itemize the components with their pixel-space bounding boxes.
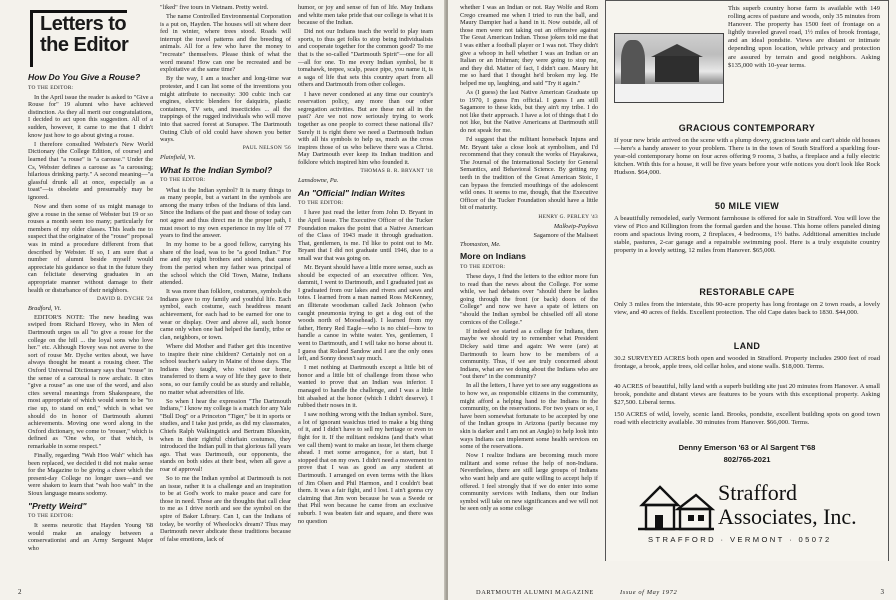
gracious-description (614, 137, 880, 177)
page-number-right: 3 (880, 588, 884, 596)
heading-indian-symbol: What Is the Indian Symbol? (160, 164, 273, 175)
place: Bradford, Vt. (28, 304, 62, 312)
paragraph: I have never condoned at any time our country's reservation policy, any more than our other segregation activities. But are these not all in the past? Are we not now seriously trying to work together as one people to correct these national ills? Surely it is right there we need a Dartmouth Indian with all his symbols to help us, much as the cross inspires those of us who believe there was a Christ. May Dartmouth ever keep its Indian tradition and folklore which inspired him who founded it. (298, 90, 433, 166)
photo-spacer (614, 5, 728, 103)
paragraph: In all the letters, I have yet to see any suggestions as to how we, as responsible citizens in the community, might afford a helping hand to the Indians in the community, on the reservations. For two years or so, I have been somewhat fortunate to be accepted by one of the Indian groups in Arizona (partly because my skin is darker and I am not an Anglo) to help look into ways Indians can implement some health services on some of the reservations. (460, 382, 598, 451)
signature: PAUL NELSON '56 (242, 145, 291, 152)
land-listing-1 (614, 355, 880, 371)
signature-title-2: Sagamore of the Maliseet (533, 231, 598, 239)
paragraph: By the way, I am a teacher and long-time war protester, and I can list some of the inventions you might attribute to necessity: 300 cubic inch car engines, electric blenders for daiquiris, plastic containers, TV sets, and insecticides ... all the trappings of the rugged individuals who will move into that sacred forest at Sunapee. The Dartmouth Outing Club of old could have shown you better ways. (160, 75, 291, 144)
paragraph: These days, I find the letters to the editor more fun to read than the news about the College. For some while, we had debates over "should there be ladies going through the front (or back) doors of the College" and now we have a spate of letters on "should the Indian symbol be chiselled off all stone cornices of the College." (460, 273, 598, 326)
paragraph: It seems neurotic that Hayden Young '68 would make an analogy between a conservationist and an Army Sergeant Major who (28, 522, 153, 553)
heading-restorable-cape: RESTORABLE CAPE (699, 287, 795, 297)
paragraph: I saw nothing wrong with the Indian symbol. Sure, a lot of ignorant wasichus tried to make a big thing of it, and I didn't have to sell my heritage or even to fight for it. If the militant redskins (and that's what we call them) want to make an issue, let them charge ahead. I met some arrogance, for a start, but I stopped that on my own. I didn't need a movement to prove that I was as good as any student at Dartmouth. I arranged on even terms with the likes of Jim Olsen and Phil Harmon, and I couldn't beat them. It was a fair fight, and I lost. I ain't gonna cry claiming that Jim won because he was a Swede or that Phil won because he came from an exclusive suburb. I was beaten fair and square, and there was no question (298, 411, 433, 525)
paragraph: whether I was an Indian or not. Ray Wolfe and Rom Crego creamed me when I tried to run the ball, and Maury Dampier had a hand in it. Now outside, all of those men were not taking out an offensive against The Great American Indian. Those jokers told me that I was either a football player or I was not. They didn't give a whoop in hell whether I was an Indian or an Italian or an Irishman; they were going to stop me, and they did. Matter of fact, I didn't care. Maury hit me so hard that I thought he'd broken my leg. He helped me up, laughing, and said "Try it again." (460, 4, 598, 87)
land-text-3: 150 ACRES of wild, lovely, scenic land. Brooks, pondsite, excellent building spots on good town road with electricity available. 30 minutes from Hanover. $66,000. Terms. (614, 411, 880, 427)
paragraph: I have just read the letter from John D. Bryant in the April issue. The Executive Officer of the Tucker Foundation makes the point that a Native American of the Class of 1943 made it through graduation. That, gentlemen, is me. I'd like to point out to Mr. Bryant that I did not graduate until 1946, due to a small war that was going on. (298, 209, 433, 262)
land-text-1: 30.2 SURVEYED ACRES both open and wooded in Strafford. Property includes 2900 feet of road frontage, a brook, apple trees, old cellar holes, and stone walls. $18,000. Terms. (614, 355, 880, 371)
paragraph: In the April issue the reader is asked to "Give a Rouse for" 19 alumni who have achieved distinction. As they all merit our congratulations, I decided to act upon this suggestion. All of a sudden, however, it came to me that I didn't know just how to go about giving a rouse. (28, 93, 153, 139)
real-estate-ad (605, 0, 889, 561)
left-page (0, 0, 446, 600)
paragraph: Mr. Bryant should have a little more sense, such as should be expected of an executive officer. Yes, dammit, I went to Dartmouth, and I graduated just as I graduated from our lakes and rivers and saws and totes. I learned from a man named Ross McKenney, an illiterate woodsman called Jack Johnson (who caught pneumonia trying to get a dog out of the woods north of Moosehead). I learned from my father, Henry Red Eagle—who is no chief—how to handle a canoe in white water. Yes, gentlemen, I went to Dartmouth, and I will take no horse about it. I guess that Roland Sandow and I are the only ones left, and Sonny doesn't say much. (298, 264, 433, 363)
paragraph: So to me the Indian symbol at Dartmouth is not an issue, rather it is a challenge and an inspiration to be at God's work to make peace and care for those in need. Those are the thoughts that call clear to me as I drive north and see the symbol on the spire of Baker Library. Can I, can the Indians of today, be worthy of Wheelock's dream? Thus may Dartmouth never abdicate these traditions because of false emotions, lack of (160, 475, 291, 543)
to-editor-label: TO THE EDITOR: (460, 264, 506, 270)
letters-logo (30, 10, 130, 68)
paragraph: Did not our Indians teach the world to play team sports, to thus get folks to stop being individualists and cooperate together for the common good? To me that is the so-called "Dartmouth Spirit"—one for all—all for one. To me every Indian symbol, be it tomahawk, teepee, scalp, peace pipe, you name it, is a saga of life that sets this country apart from all others and Dartmouth from other colleges. (298, 28, 433, 89)
logo-title (40, 14, 128, 56)
company-name-line-2: Associates, Inc. (718, 504, 857, 529)
left-column-3 (298, 4, 433, 584)
paragraph: It was more than folklore, costumes, symbols the Indians gave to my family and youthful life. Each symbol, each costume, each headdress meant achievement, for each had to be earned for one to wear or display. Over and above all, such honor came only when one had helped the family, tribe or clan, neighbors, or town. (160, 288, 291, 341)
logo-line-1: Letters to (40, 13, 127, 35)
paragraph: So when I hear the expression "The Dartmouth Indians," I know my college is a match for any Yale "Bull Dog" or a Princeton "Tiger," be it in sports or studies, and I take just pride, as did my classmates, Chiefs Ralph Walkingstick and Bertram Blueskin, when in their rightful chieftain costumes, they introduced the Indian pull in that glorious fall years ago. That was Dartmouth, our opponents, the stands on both sides at their best, when all gave a roar of approval! (160, 397, 291, 473)
paragraph: The name Controlled Environmental Corporation is a put on, Hayden. The houses will sit where deer fed in winter, where trees stood. Roads will interrupt the travel patterns and the breeding of animals. All for a few who have the money to "recreate" themselves. Please think of what the word means! How can one be recreated and be exploitative at the same time? (160, 13, 291, 74)
gracious-text: If your new bride arrived on the scene with a plump dowry, gracious taste and can't abide old houses—here's a handy answer to your problem. There is in the town of South Strafford a sparkling four-year-old contemporary home on four acres offering 9 rooms, 3 baths, a fireplace and a fully electric kitchen. With this for a house, it will be five years before your wife notices you don't look like Rock Hudson. $64,000. (614, 137, 880, 177)
cape-text: Only 3 miles from the interstate, this 90-acre property has long frontage on 2 town roads, a lovely view, and 40 acres of fields. Excellent protection. The old Cape dates back to 1830. $44,000. (614, 301, 880, 317)
land-listing-3 (614, 411, 880, 427)
paragraph: Now I realize Indians are becoming much more militant and some refuse the help of non-Indians. Nevertheless, there are still large groups of Indians who want help and are quite willing to accept help if offered. I feel strongly that if we do enter into some community services with Indians, then our Indian symbol will take on new significances and we will not be seen only as some college (460, 452, 598, 513)
right-column-1 (460, 4, 598, 578)
place: Lansdowne, Pa. (298, 177, 339, 185)
place: Thomaston, Me. (460, 240, 501, 248)
signature-title: Malkwip-Paykwa (553, 222, 598, 230)
footer-issue: Issue of May 1972 (620, 589, 678, 596)
mile-text: A beautifully remodeled, early Vermont farmhouse is offered for sale in Strafford. You will love the view of Pico and Killington from the formal garden and the house. This home offers paneled dining room and spacious living room, 2 fireplaces, 4 bedrooms, 1½ baths. Additional amenities include stable, pastures, 2-car garage and a repairable swimming pool. Here is a truly exquisite country property in a lovely setting, 12 miles from Hanover. $65,000. (614, 215, 880, 255)
land-text-2: 40 ACRES of beautiful, hilly land with a superb building site just 20 minutes from Hanover. A small brook, pondsite and distant views are features to be yours with this exceptional property. Asking $27,500. Liberal terms. (614, 383, 880, 407)
paragraph: I met nothing at Dartmouth except a little bit of honor and a little bit of challenge from those who wanted to prove that an Indian was inferior. I managed to handle the challenge, and I was a little bit abashed at the honor (which I didn't deserve). I rubbed their noses in it. (298, 364, 433, 410)
paragraph: I therefore consulted Webster's New World Dictionary (the College Edition, of course) and learned that "a rouse" is "a carouse." Under the Cs, Webster defines a carouse as "a carousing; hilarious drinking party." A second meaning—"a glassful drunk all at once, especially as a toast"—is obsolete and presumably may be ignored. (28, 140, 153, 201)
company-name-line-1: Strafford (718, 480, 798, 505)
agent-names: Denny Emerson '63 or Al Sargent T'68 (678, 443, 816, 452)
to-editor-label: TO THE EDITOR: (28, 84, 74, 91)
strafford-associates-logo (636, 479, 866, 549)
signature: HENRY G. PERLEY '43 (538, 213, 598, 220)
paragraph: Where did Mother and Father get this incentive to inspire their nine children? Certainly not on a school teacher's salary in Maine of those days. The Indians they taught, who visited our home, transferred to them a way of life they gave to their sons, so our family could be as sturdy and reliable, no matter what adversities of life. (160, 342, 291, 396)
heading-rouse: How Do You Give a Rouse? (28, 72, 141, 82)
logo-line-2: the Editor (40, 34, 129, 56)
company-location: STRAFFORD · VERMONT · 05072 (648, 535, 832, 544)
left-column-1 (28, 8, 153, 554)
signature: DAVID B. DYCHE '24 (97, 295, 153, 302)
to-editor-label: TO THE EDITOR: (160, 177, 206, 184)
footer-magazine: DARTMOUTH ALUMNI MAGAZINE (476, 589, 594, 596)
signature: THOMAS B. R. BRYANT '18 (360, 167, 433, 174)
mile-description (614, 215, 880, 255)
heading-more-on-indians: More on Indians (460, 251, 526, 262)
to-editor-label: TO THE EDITOR: (28, 513, 74, 520)
heading-gracious-contemporary: GRACIOUS CONTEMPORARY (678, 123, 816, 133)
farm-description (614, 5, 880, 125)
paragraph: If indeed we started as a college for Indians, then maybe we should try to remember what President Dickey said time and again: We were (are) at Dartmouth to learn how to be members of a community. Thus, if we are truly concerned about Indians, what are we doing about the Indians who are "out there" in the community? (460, 327, 598, 381)
paragraph: "liked" five tours in Vietnam. Pretty weird. (160, 4, 269, 11)
heading-land: LAND (733, 341, 761, 351)
paragraph: In my home to be a good fellow, carrying his share of the load, was to be "a good Indian." For me and my eight brothers and sisters, that came from the period when my father was principal of the school which the Old Town, Maine, Indians attended. (160, 241, 291, 287)
paragraph: As (I guess) the last Native American Graduate up to 1970, I guess I'm official. I guess I am still Sagamore to these kids, but they ain't my tribe. I do not like their approach. I have a lot of things that I do not like, but the Native Americans at Dartmouth still do not speak for me. (460, 89, 598, 134)
agent-phone: 802/765-2021 (723, 455, 771, 464)
paragraph: I'd suggest that the militant horseback Injuns and Mr. Bryant take a close look at symbolism, and I'd recommend that they consult the works of Hayakawa, The Journal of the International Society for General Semantics, and Behavioral Science. By getting my teeth in the tradition of the Great American Stoic, I can bypass the frenzied mouthings of the adolescent wild ones. It seems to me, though, that the Executive Officer of the Tucker Foundation should have a little bit of maturity. (460, 136, 598, 212)
editors-note: EDITOR'S NOTE: The new heading was swiped from Richard Hovey, who in Men of Dartmouth urges us all "to give a rouse for the college on the hill ... the loyal sons who love her." etc. Although Hovey was not averse to the sort of rouse Mr. Dyche writes about, we have always thought he meant a rousing cheer. The Oxford Universal Dictionary says that "rouse" in the sense of a carousal is now archaic. It cites "give a rouse" as one use of the word, and also cites several meanings from Shakespeare, the most appropriate of which would seem to be "to rise up, to stand on end," which is what we should do in honor of Dartmouth alumni achievements. Moving one word along in the Oxford dictionary, we come to "rouser," which is defined as "One who, or that which, is remarkable in some respect." (28, 313, 153, 450)
company-name (718, 481, 857, 529)
heading-pretty-weird: "Pretty Weird" (28, 500, 87, 511)
cape-description (614, 301, 880, 317)
land-listing-2 (614, 383, 880, 407)
paragraph: humor, or joy and sense of fun of life. May Indians and white men take pride that our college is what it is because of the Indian. (298, 4, 433, 27)
to-editor-label: TO THE EDITOR: (298, 200, 344, 207)
farm-text: This superb country horse farm is available with 149 rolling acres of pasture and woods, only 35 minutes from Hanover. The property has 1500 feet of frontage on a lightly traveled gravel road, 1½ miles of brook frontage, and an ideal pondsite. Views are distant or intimate depending upon location, while privacy and protection are assured by terrain and good neighbors. Asking $135,000 with 10-year terms. (728, 5, 880, 69)
paragraph: Finally, regarding "Wah Hoo Wah" which has been replaced, we decided it did not make sense for the Magazine to be giving a cheer which the present-day College no longer uses—and we were shaken to learn that "wah hoo wah" in the Sioux language means sodomy. (28, 452, 153, 497)
left-column-2 (160, 4, 291, 584)
farmhouse-icon (636, 479, 716, 533)
place: Plainfield, Vt. (160, 154, 196, 162)
paragraph: Now and then some of us might manage to give a rouse in the sense of Webster but 19 or so rouses a month seem too many; particularly for members of my older classes. This leads me to suspect that the originator of the "rouse" proposal was in mind a procedure different from that described by Webster. If so, I am sure that a number of alumni beside myself would appreciate his guidance so that in the future they can felicitate deserving graduates in an appropriate manner without damage to their health or disturbance of their neighbors. (28, 203, 153, 294)
paragraph: What is the Indian symbol? It is many things to as many people, but a variant in the symbols are among the many tribes of the Indians of this land. Since the Indians of the past and those of today can not agree and thus direct me in the proper path, I must resort to my own experience in my life of 77 years to find the answer. (160, 186, 291, 240)
page-number-left: 2 (18, 588, 22, 596)
heading-official-indian: An "Official" Indian Writes (298, 187, 406, 198)
heading-50-mile-view: 50 MILE VIEW (714, 201, 780, 211)
